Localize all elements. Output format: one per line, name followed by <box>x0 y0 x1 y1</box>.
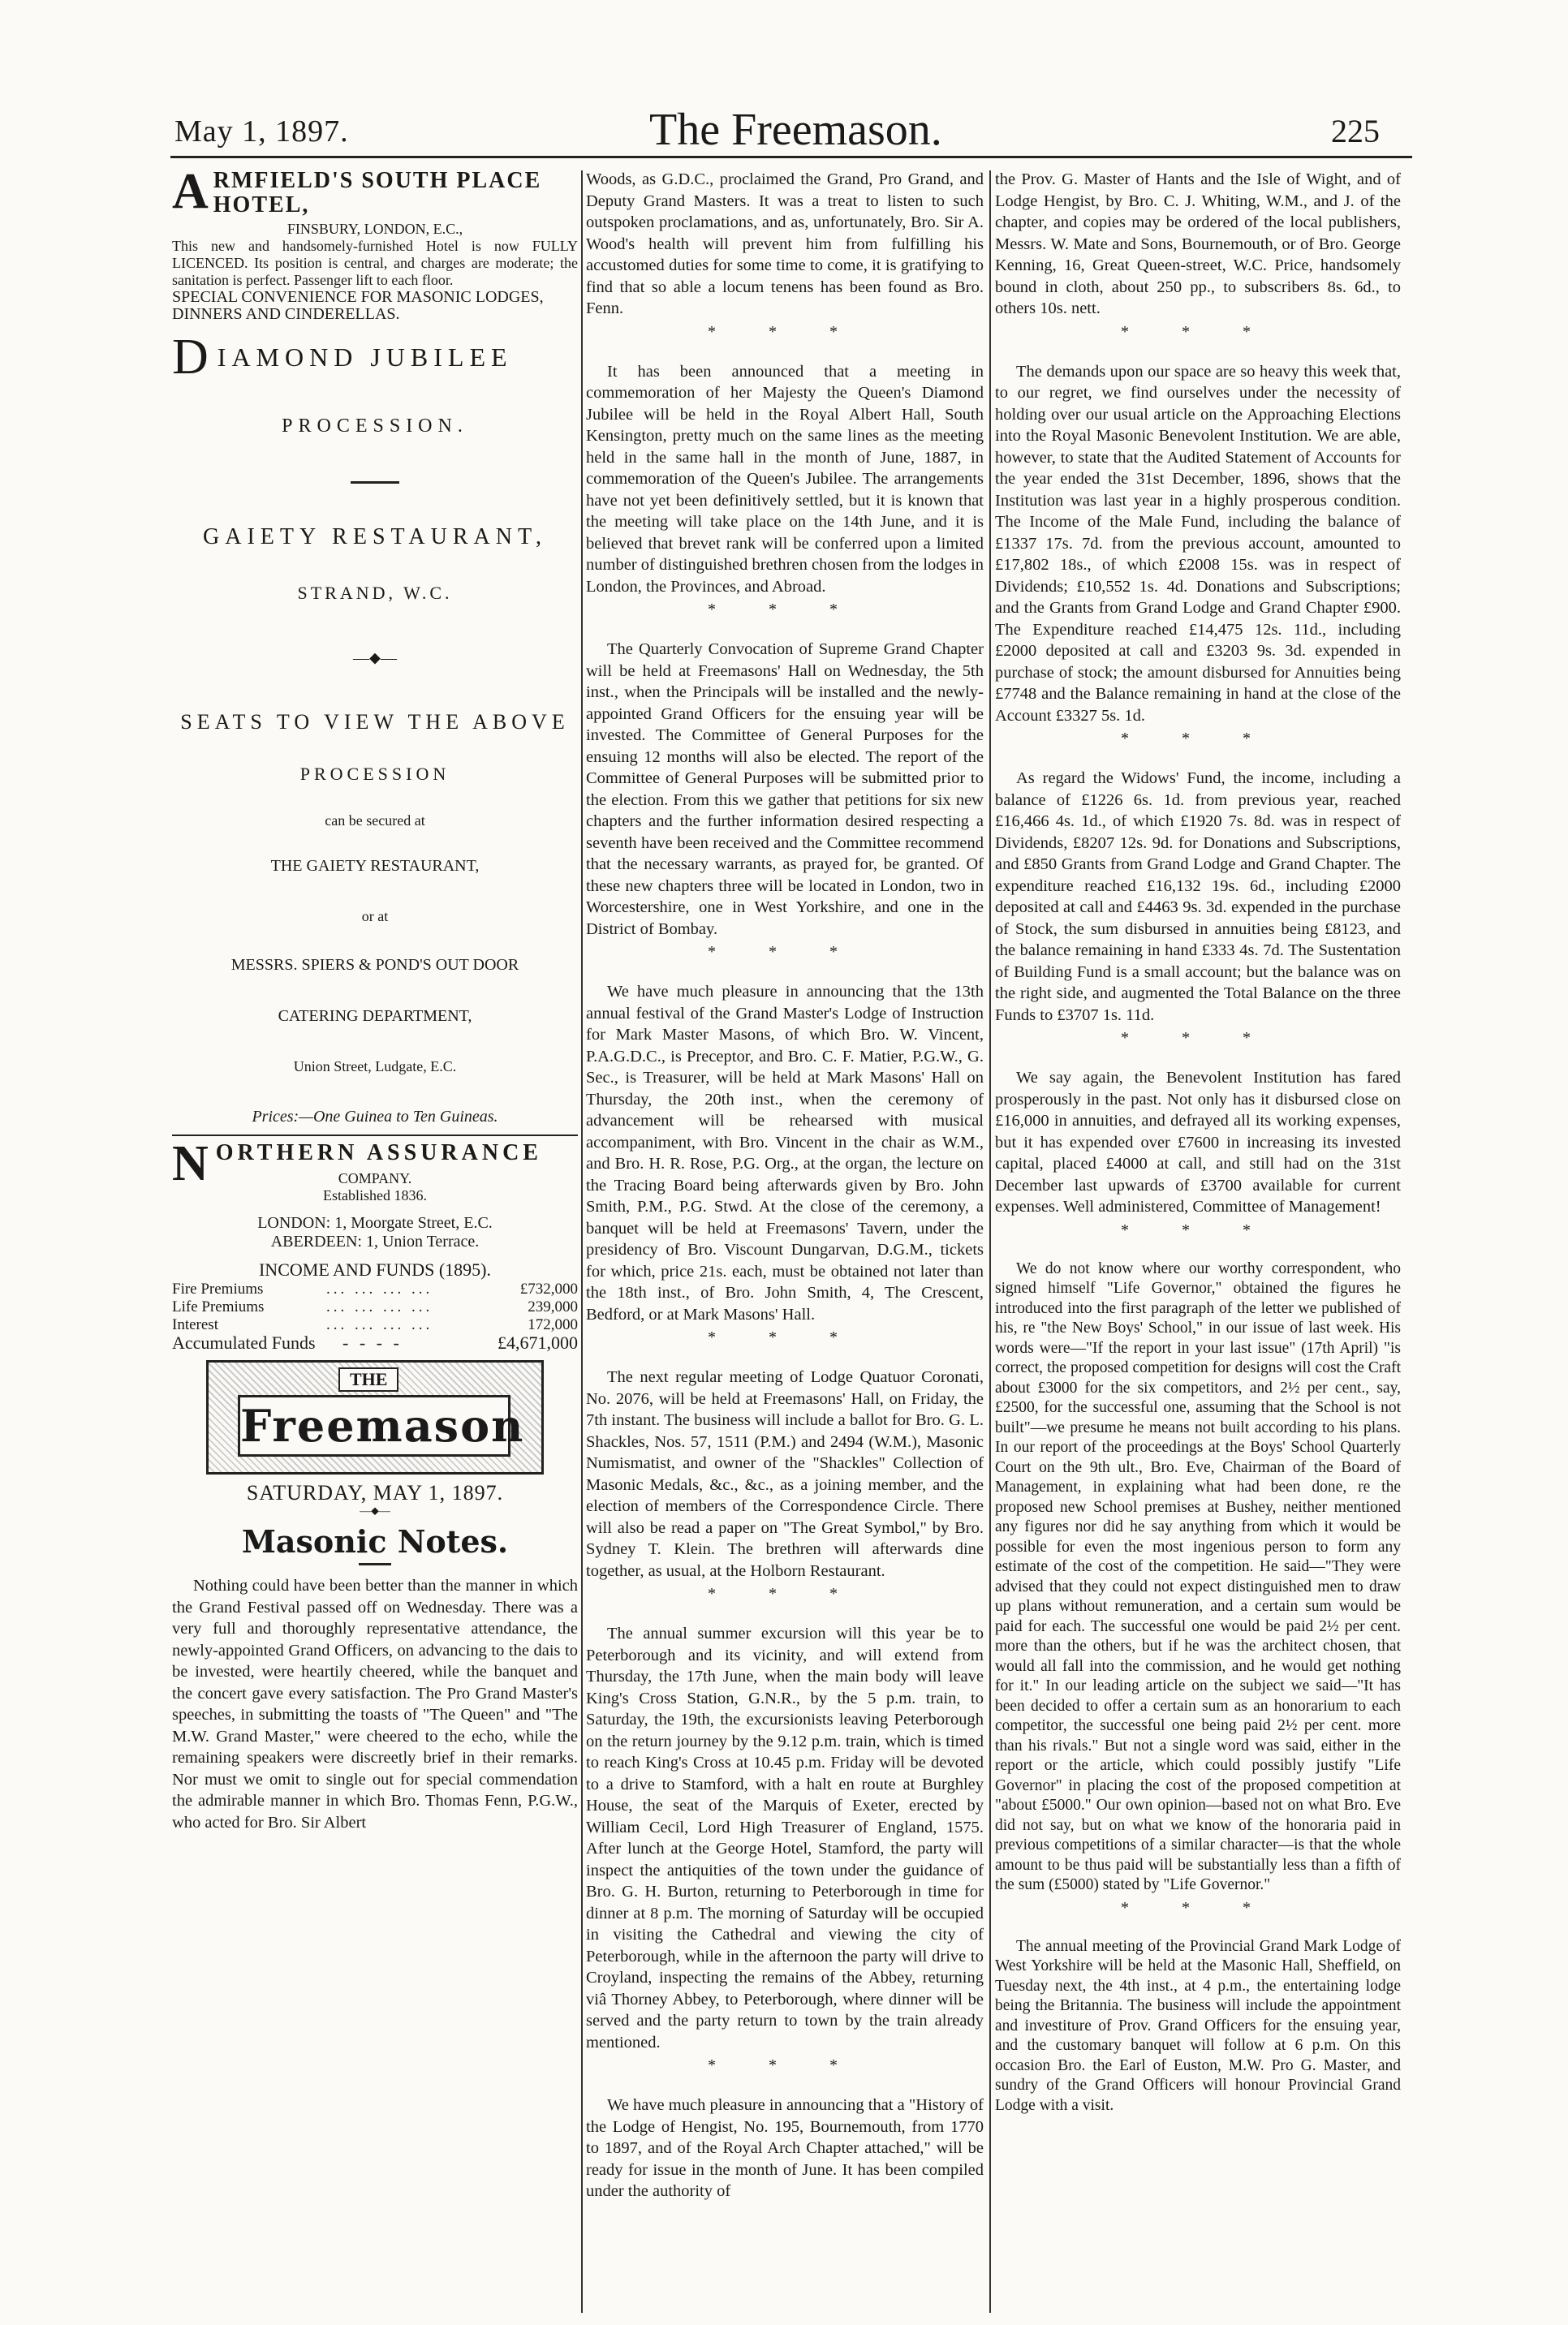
separator: * * * <box>1121 1221 1275 1239</box>
newspaper-title: The Freemason. <box>649 105 942 155</box>
page-number: 225 <box>1331 113 1380 149</box>
armfield-address: FINSBURY, LONDON, E.C., <box>286 221 463 237</box>
column-3 <box>995 169 1401 2119</box>
northern-company: COMPANY. <box>338 1170 412 1186</box>
jubilee-dropcap: D <box>172 334 214 380</box>
paragraph: The Quarterly Convocation of Supreme Grand Chapter will be held at Freemasons' Hall on Wednesday, the 5th inst., when the Principals will be installed and the newly-appointed Grand Officers for the ensuing year will be invested. The Committee of General Purposes for the ensuing 12 months will also be elected. The report of the Committee of General Purposes will be submitted prior to the election. From this we gather that petitions for six new chapters and the further information desired respecting a seventh have been received and the Committee recommend that the necessary warrants, as prayed for, be granted. Of these new chapters three will be located in London, two in Worcestershire, one in West Yorkshire, and one in the District of Bombay. <box>586 640 984 938</box>
divider <box>359 1563 391 1565</box>
jubilee-secured: can be secured at <box>325 812 425 829</box>
fund-label: Fire Premiums <box>172 1281 264 1298</box>
freemason-masthead <box>206 1360 544 1475</box>
ornament-divider: —⬥— <box>360 1505 390 1518</box>
jubilee-gaiety: THE GAIETY RESTAURANT, <box>270 857 480 875</box>
paragraph: We have much pleasure in announcing that a "History of the Lodge of Hengist, No. 195, Bournemouth, from 1770 to 1897, and of the Royal Arch Chapter attached," will be ready for issue in the month of June. It has been compiled under the authority of <box>586 2096 984 2200</box>
funds-table <box>172 1281 578 1352</box>
paragraph: Woods, as G.D.C., proclaimed the Grand, Pro Grand, and Deputy Grand Masters. It was a treat to listen to such outspoken proclamations, and as, unfortunately, Bro. Sir A. Wood's health will prevent him from fulfilling his accustomed duties for some time to come, it is gratifying to find that so able a locum tenens has been found as Bro. Fenn. <box>586 170 984 317</box>
jubilee-or-at: or at <box>361 908 389 924</box>
fund-dots: - - - - <box>342 1333 403 1353</box>
paragraph: We say again, the Benevolent Institution has fared prosperously in the past. Not only has it disbursed close on £16,000 in annuities, and defrayed all its working expenses, but it has expended over £7600 in increasing its invested capital, placed £4000 at call, and still had on the 31st December last upwards of £3700 available for current expenses. Well administered, Committee of Management! <box>995 1069 1401 1216</box>
fund-dots: ... ... ... ... <box>326 1298 433 1315</box>
fund-value: 172,000 <box>528 1316 578 1333</box>
jubilee-union: Union Street, Ludgate, E.C. <box>293 1058 457 1074</box>
issue-date: May 1, 1897. <box>174 114 349 149</box>
separator: * * * <box>1121 730 1275 747</box>
fund-row <box>172 1281 578 1298</box>
northern-established: Established 1836. <box>323 1187 427 1203</box>
jubilee-messrs: MESSRS. SPIERS & POND'S OUT DOOR <box>230 956 519 974</box>
divider <box>351 481 399 484</box>
masonic-notes-title: Masonic Notes. <box>241 1523 509 1560</box>
separator: * * * <box>1121 1029 1275 1047</box>
armfield-special: SPECIAL CONVENIENCE FOR MASONIC LODGES, DINNERS AND CINDERELLAS. <box>172 288 544 323</box>
separator: * * * <box>708 2056 862 2074</box>
paragraph: the Prov. G. Master of Hants and the Isle of Wight, and of Lodge Hengist, by Bro. C. J. Whiting, W.M., and J. of the chapter, and copies may be ordered of the local publishers, Messrs. W. Mate and Sons, Bournemouth, or of Bro. George Kenning, 16, Great Queen-street, W.C. Price, handsomely bound in cloth, about 250 pp., to subscribers 8s. 6d., to others 10s. nett. <box>995 170 1401 317</box>
paragraph: The annual meeting of the Provincial Grand Mark Lodge of West Yorkshire will be held at the Masonic Hall, Sheffield, on Tuesday next, the 4th inst., at 4 p.m., the entertaining lodge being the Britannia. The business will include the appointment and investiture of Prov. Grand Officers for the ensuing year, and the customary banquet will follow at 6 p.m. On this occasion Bro. the Earl of Euston, M.W. Pro G. Master, and sundry of the Grand Officers will honour Provincial Grand Lodge with a visit. <box>995 1937 1401 2114</box>
masthead-the: THE <box>338 1367 398 1392</box>
fund-row <box>172 1298 578 1316</box>
fund-value: 239,000 <box>528 1298 578 1315</box>
paragraph: It has been announced that a meeting in commemoration of her Majesty the Queen's Diamond Jubilee will be held in the Royal Albert Hall, South Kensington, pretty much on the same lines as the meeting held in the same hall in the month of June, 1887, in commemoration of the Queen's Jubilee. The arrangements have not yet been definitively settled, but it is known that the meeting will take place on the 14th June, and it is believed that brevet rank will be conferred upon a limited number of distinguished brethren chosen from the lodges in London, the Provinces, and Abroad. <box>586 362 984 596</box>
jubilee-restaurant: GAIETY RESTAURANT, <box>203 524 547 549</box>
divider-dagger: —⬥— <box>353 649 397 667</box>
fund-label: Interest <box>172 1316 218 1333</box>
jubilee-prices: Prices:—One Guinea to Ten Guineas. <box>252 1108 498 1126</box>
masthead-name: Freemason <box>238 1395 510 1457</box>
jubilee-seats: SEATS TO VIEW THE ABOVE <box>180 710 570 734</box>
fund-dots: ... ... ... ... <box>326 1316 433 1333</box>
saturday-date: SATURDAY, MAY 1, 1897. <box>246 1481 504 1505</box>
armfield-advert <box>172 169 578 323</box>
paragraph: We have much pleasure in announcing that the 13th annual festival of the Grand Master's Lodge of Instruction for Mark Master Masons, of which Bro. W. Vincent, P.A.G.D.C., is Preceptor, and Bro. C. F. Matier, P.G.W., G. Sec., is Treasurer, will be held at Mark Masons' Hall on Thursday, the 20th inst., when the ceremony of advancement will be rehearsed with musical accompaniment, with Bro. Vincent in the chair as W.M., and Bro. H. R. Rose, P.G. Org., at the organ, the lecture on the Tracing Board being afterwards given by Bro. John Smith, P.M., P.G. Stwd. At the close of the ceremony, a banquet will be held at Freemasons' Tavern, under the presidency of Bro. Viscount Dungarvan, D.G.M., tickets for which, price 21s. each, must be obtained not later than the 18th inst., of Bro. John Smith, 4, The Crescent, Bedford, or at Mark Masons' Hall. <box>586 983 984 1324</box>
paragraph: The annual summer excursion will this year be to Peterborough and its vicinity, and will extend from Thursday, the 17th June, when the main body will leave King's Cross Station, G.N.R., by the 5 p.m. train, to Saturday, the 19th, the excursionists leaving Peterborough on the return journey by the 9.12 p.m. train, which is timed to reach King's Cross at 10.45 p.m. Friday will be devoted to a drive to Stamford, with a halt en route at Burghley House, the seat of the Marquis of Exeter, erected by William Cecil, Lord High Treasurer of England, 1575. After lunch at the George Hotel, Stamford, the party will inspect the antiquities of the town under the guidance of Bro. G. H. Burton, returning to Peterborough in time for dinner at 8 p.m. The morning of Saturday will be occupied in visiting the Cathedral and viewing the city of Peterborough, while in the afternoon the party will drive to Croyland, inspecting the remains of the Abbey, returning viâ Thorney Abbey, to Peterborough, where dinner will be served and the party return to town by the train already mentioned. <box>586 1625 984 2052</box>
fund-row <box>172 1316 578 1334</box>
separator: * * * <box>1121 322 1275 341</box>
column-2 <box>586 169 984 2206</box>
paragraph: The demands upon our space are so heavy this week that, to our regret, we find ourselves under the necessity of holding over our usual article on the Approaching Elections into the Royal Masonic Benevolent Institution. We are able, however, to state that the Audited Statement of Accounts for the year ended the 31st December, 1896, shows that the Institution was last year in a highly prosperous condition. The Income of the Male Fund, including the balance of £1337 17s. 7d. from the previous account, amounted to £17,802 18s., of which £2008 15s. was in respect of Dividends; £10,552 1s. 4d. Donations and Subscriptions; and the Grants from Grand Lodge and Grand Chapter £900. The Expenditure reached £14,475 12s. 11d., including £2000 deposited at call and £3203 9s. 3d. expended in purchase of stock; the amount disbursed for Annuities being £7748 and the Balance remaining in hand at the close of the Account £3327 5s. 1d. <box>995 362 1401 725</box>
separator: * * * <box>1121 1898 1275 1917</box>
jubilee-strand: STRAND, W.C. <box>297 583 453 603</box>
separator: * * * <box>708 322 862 341</box>
armfield-dropcap: A <box>172 169 210 217</box>
northern-aberdeen: ABERDEEN: 1, Union Terrace. <box>270 1233 480 1251</box>
northern-title: ORTHERN ASSURANCE <box>215 1141 542 1165</box>
armfield-body: This new and handsomely-furnished Hotel is now FULLY LICENCED. Its position is central, and charges are moderate; the sanitation is perfect. Passenger lift to each floor. <box>172 238 578 288</box>
jubilee-title: IAMOND JUBILEE <box>217 342 513 372</box>
separator: * * * <box>708 943 862 961</box>
northern-dropcap: N <box>172 1141 213 1186</box>
fund-value: £732,000 <box>519 1281 578 1298</box>
fund-row <box>172 1334 578 1352</box>
fund-label: Accumulated Funds <box>172 1333 316 1353</box>
column-rule-1 <box>581 170 583 2313</box>
jubilee-advert <box>172 334 578 1126</box>
separator: * * * <box>708 1328 862 1346</box>
fund-dots: ... ... ... ... <box>326 1281 433 1298</box>
separator: * * * <box>708 601 862 618</box>
header-rule <box>170 156 1412 158</box>
income-title: INCOME AND FUNDS (1895). <box>258 1259 491 1280</box>
fund-value: £4,671,000 <box>498 1333 578 1353</box>
armfield-title: RMFIELD'S SOUTH PLACE HOTEL, <box>213 169 542 217</box>
page-header <box>0 0 1568 154</box>
separator: * * * <box>708 1585 862 1603</box>
paragraph: The next regular meeting of Lodge Quatuor Coronati, No. 2076, will be held at Freemasons' Hall, on Friday, the 7th instant. The business will include a ballot for Bro. G. L. Shackles, Nos. 57, 1511 (P.M.) and 2494 (W.M.), Masonic Numismatist, and owner of the "Shackles" Collection of Masonic Medals, &c., &c., as a joining member, and the election of members of the Correspondence Circle. There will also be read a paper on "The Great Symbol," by Bro. Sydney T. Klein. The brethren will afterwards dine together, as usual, at the Holborn Restaurant. <box>586 1368 984 1580</box>
jubilee-procession: PROCESSION. <box>282 415 468 437</box>
paragraph: As regard the Widows' Fund, the income, including a balance of £1226 6s. 1d. from previous year, reached £16,466 4s. 1d., of which £1920 7s. 8d. was in respect of Dividends, £8207 12s. 9d. for Donations and Subscriptions, and £850 Grants from Grand Lodge and Grand Chapter. The expenditure reached £16,132 19s. 6d., including £2000 deposited at call and £4463 9s. 3d. expended in the purchase of Stock, the sum disbursed in annuities being £8123, and the balance remaining in hand £333 4s. 7d. The Sustentation of Building Fund is a small account; but the balance was on the right side, and augmented the Total Balance on the three Funds to £3707 1s. 11d. <box>995 769 1401 1024</box>
column-1 <box>172 169 578 1836</box>
paragraph: We do not know where our worthy correspondent, who signed himself "Life Governor," obtained the figures he introduced into the first paragraph of the letter we published of his, re "the New Boys' School," in our issue of last week. His words were—"If the report in your last issue" (17th April) "is correct, the proposed competition for designs will cost the Craft about £3000 for the six competitors, and 2½ per cent., say, £2500, for the successful one, assuming that the School is not built"—we presume he means not built according to his plans. In our report of the proceedings at the Boys' School Quarterly Court on the 9th ult., Bro. Eve, Chairman of the Board of Management, in explaining what had been done, re the proposed new School premises at Bushey, neither mentioned any figures nor did he say anything from which it would be possible for even the most ingenious person to form any estimate of the cost of the competition. He said—"They were advised that they could not expect distinguished men to draw up plans without remuneration, and a certain sum would be paid for each. The successful one would be paid 2½ per cent. more than the others, but if he was the architect chosen, that would all fall into the commission, and he would get nothing for it." In our leading article on the subject we said—"It has been decided to offer a certain sum as an honorarium to each competitor, the successful one being paid 2½ per cent. more than his rivals." But not a single word was said, either in the report or the article, which could possibly justify "Life Governor" in placing the cost of the proposed competition at "about £5000." Our own opinion—based not on what Bro. Eve did not say, but on what we know of the honoraria paid in previous competitions of a similar character—is that the whole amount to be thus paid will be substantially less than a fifth of the sum (£5000) stated by "Life Governor." <box>995 1259 1401 1893</box>
jubilee-procession-2: PROCESSION <box>299 764 450 784</box>
notes-paragraph: Nothing could have been better than the manner in which the Grand Festival passed off on Wednesday. There was a very full and thoroughly representative attendance, the newly-appointed Grand Officers, on advancing to the dais to be invested, were heartily cheered, while the banquet and the concert gave every satisfaction. The Pro Grand Master's speeches, in submitting the toasts of "The Queen" and "The M.W. Grand Master," were cheered to the echo, while the remaining speakers were discreetly brief in their remarks. Nor must we omit to single out for special commendation the admirable manner in which Bro. Thomas Fenn, P.G.W., who acted for Bro. Sir Albert <box>172 1577 578 1832</box>
jubilee-catering: CATERING DEPARTMENT, <box>278 1007 472 1025</box>
northern-london: LONDON: 1, Moorgate Street, E.C. <box>257 1214 493 1232</box>
column-rule-2 <box>989 170 991 2313</box>
fund-label: Life Premiums <box>172 1298 265 1315</box>
northern-advert <box>172 1135 578 1352</box>
